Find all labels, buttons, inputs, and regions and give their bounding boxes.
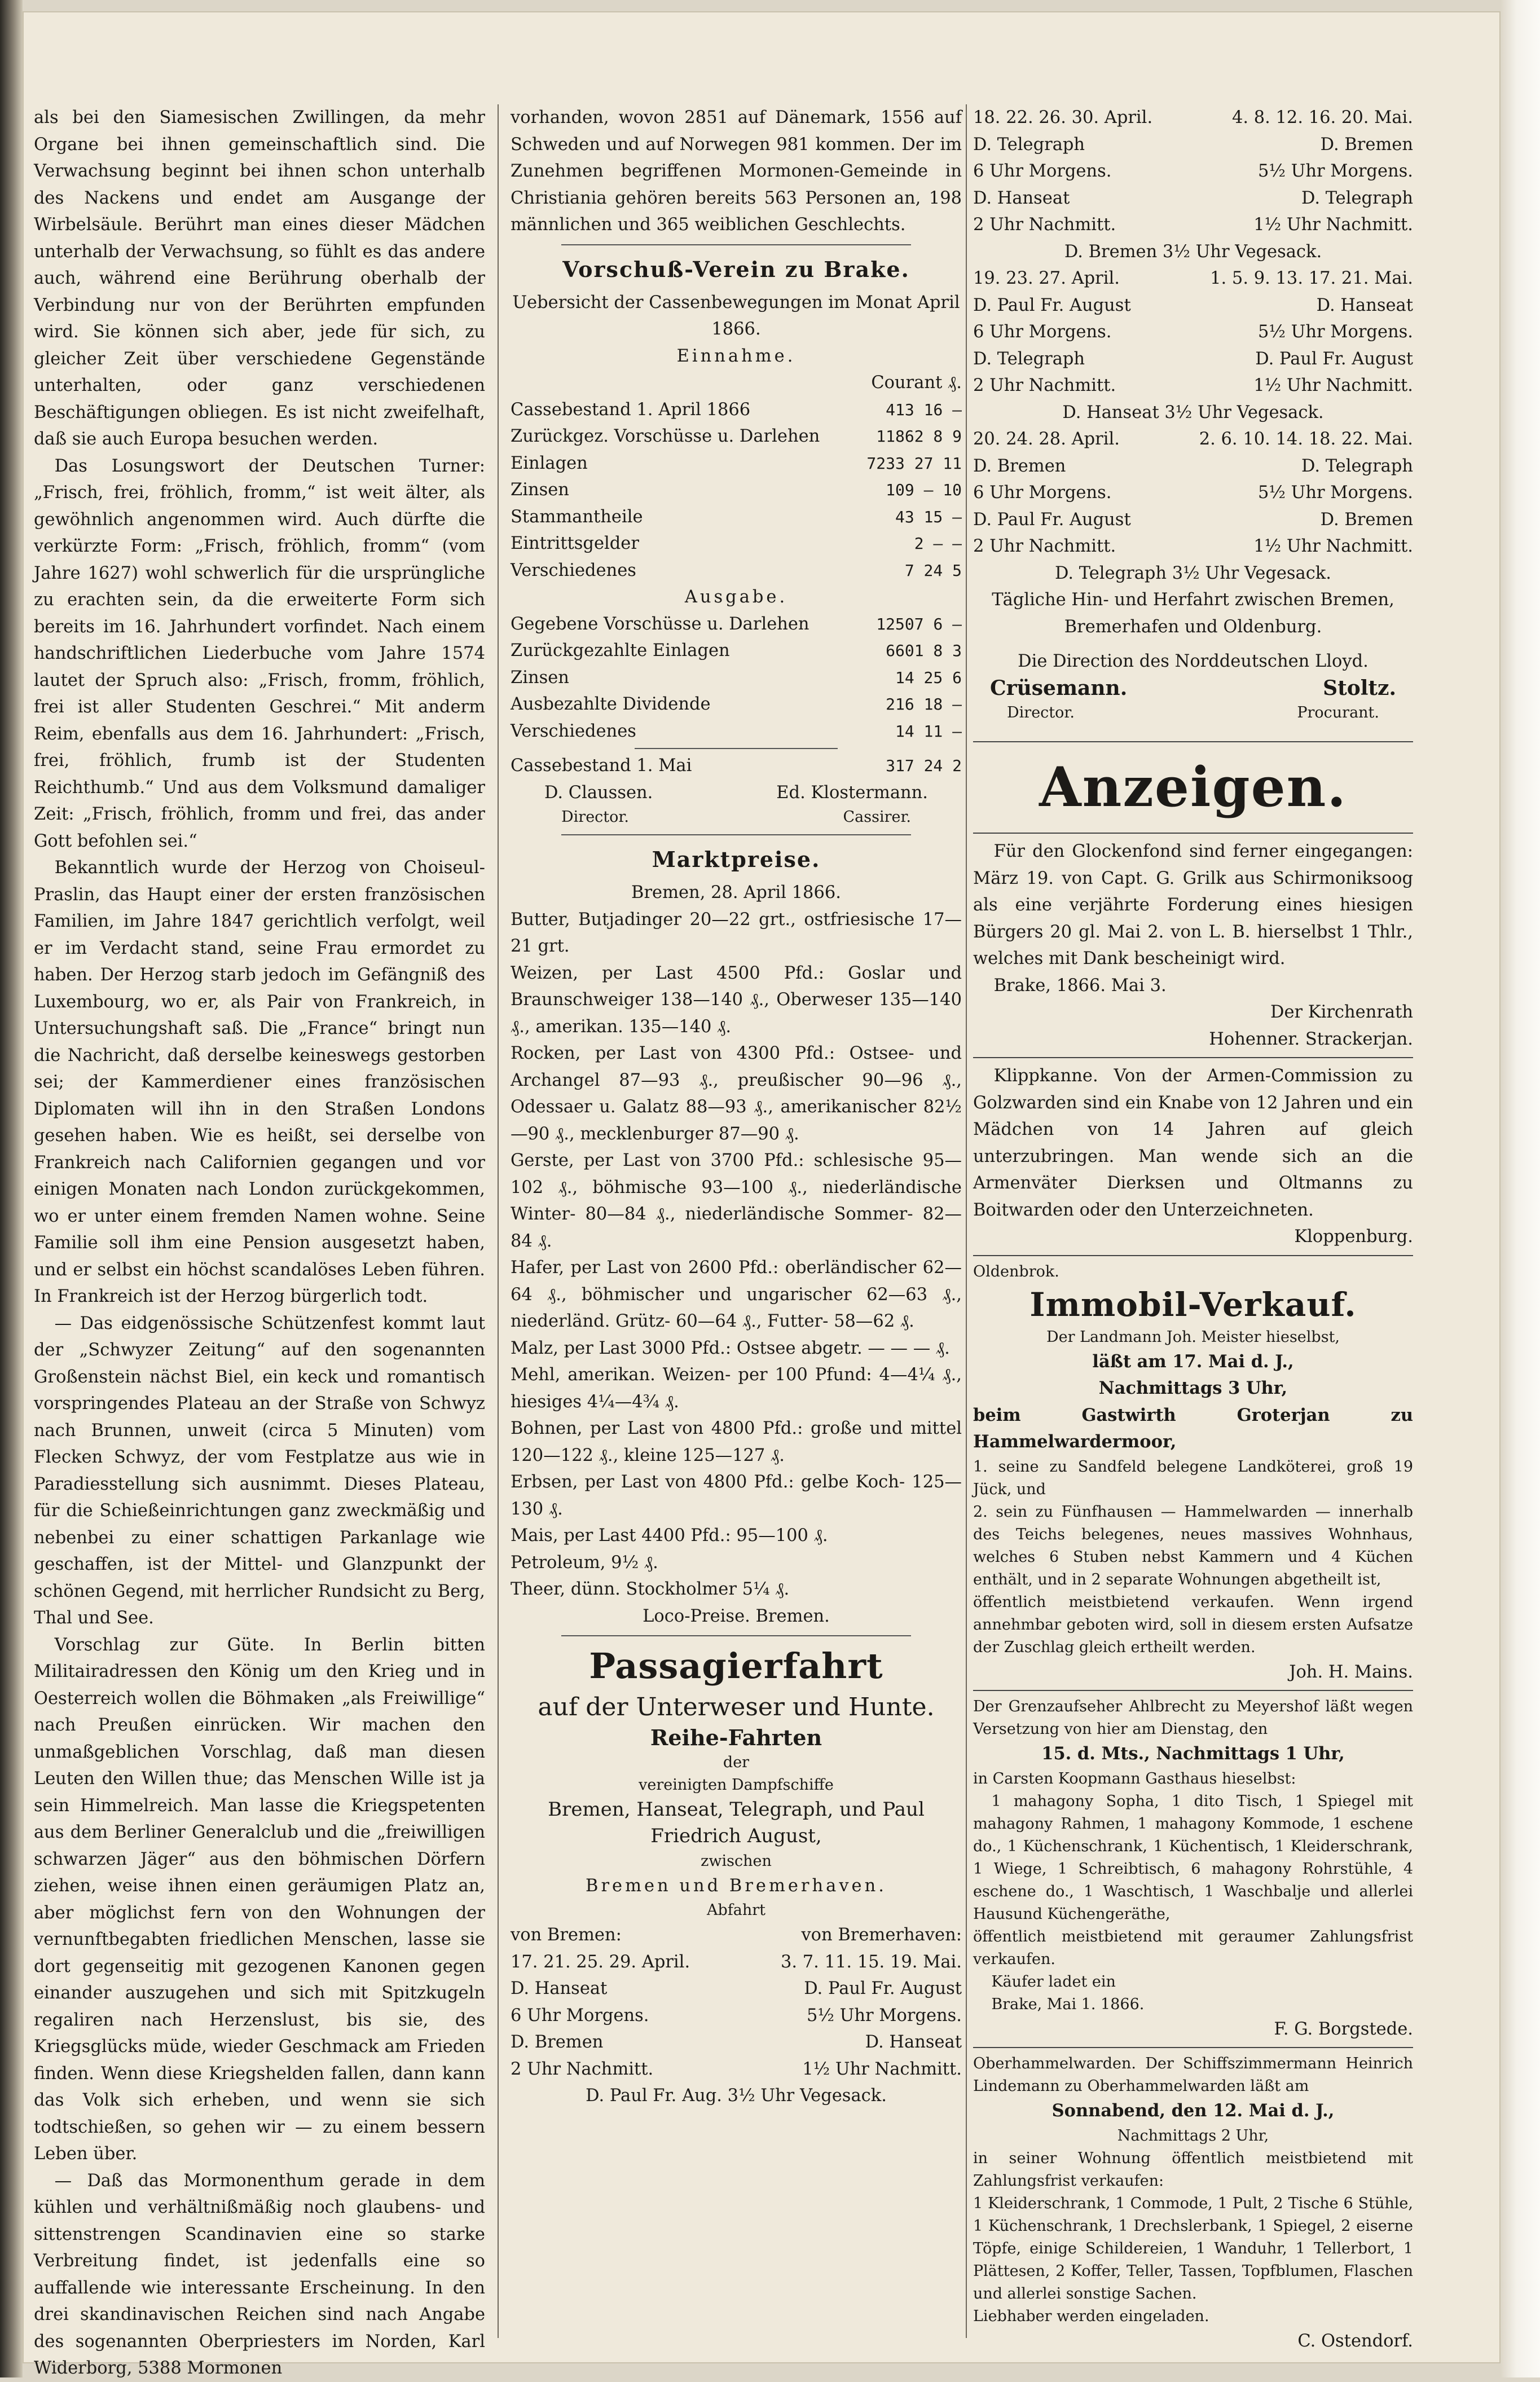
signature-roles: Director. Procurant. [1007, 704, 1379, 721]
table-row: Ausbezahlte Dividende 216 18 — [511, 694, 962, 714]
price-item: Gerste, per Last von 3700 Pfd.: schlesische 95—102 ₰., böhmische 93—100 ₰., niederländische Winter- 80—84 ₰., niederländische Sommer- 82—84 ₰. [511, 1151, 962, 1251]
schedule-row: 6 Uhr Morgens. 5½ Uhr Morgens. [973, 483, 1413, 503]
ad-line: Käufer ladet ein [991, 1972, 1116, 1991]
article-paragraph: als bei den Siamesischen Zwillingen, da mehr Organe bei ihnen gemeinschaftlich sind. Die Verwachsung beginnt bei ihnen schon unterhalb des Nackens und endet am Ausgange der Wirbelsäule. Berührt man eines dieser Mädchen unterhalb der Verwachsung, so fühlt es das andere auch, während eine Berührung oberhalb der Verbindung nur von der Berührten empfunden wird. Sie können sich aber, jede für sich, zu gleicher Zeit über verschiedene Gegenstände unterhalten, oder ganz verschiedenen Beschäftigungen obliegen. Es ist nicht zweifelhaft, daß sie auch Europa besuchen werden. [34, 108, 485, 449]
price-item: Butter, Butjadinger 20—22 grt., ostfriesische 17—21 grt. [511, 909, 962, 956]
table-row: Verschiedenes 7 24 5 [511, 560, 962, 580]
ad-line: 15. d. Mts., Nachmittags 1 Uhr, [1041, 1743, 1345, 1764]
notice-sig: Joh. H. Mains. [1289, 1662, 1413, 1682]
article-paragraph: — Das eidgenössische Schützenfest kommt laut der „Schwyzer Zeitung“ auf den sogenannten Großenstein nächst Biel, ein keck und romantisch vorspringendes Plateau an der Straße von Schwyz nach Brunnen, unweit (circa 5 Minuten) vom Flecken Schwyz, der vom Festplatze aus wie in Paradiesstellung sich ausnimmt. Dieses Plateau, für die Schießeinrichtungen ganz zweckmäßig und nebenbei zu einer schattigen Parkanlage wie geschaffen, ist der Mittel- und Glanzpunkt der schönen Gegend, mit herrlicher Rundsicht zu Berg, Thal und See. [34, 1313, 485, 1628]
schedule-row: 20. 24. 28. April. 2. 6. 10. 14. 18. 22. Mai. [973, 429, 1413, 449]
divider [561, 244, 911, 245]
table-row: Gegebene Vorschüsse u. Darlehen 12507 6 — [511, 614, 962, 634]
ad-line: Reihe-Fahrten [650, 1725, 822, 1750]
schedule-row: 6 Uhr Morgens. 5½ Uhr Morgens. [973, 322, 1413, 342]
schedule-row: D. Telegraph D. Paul Fr. August [973, 349, 1413, 369]
ad-line: Abfahrt [706, 1901, 766, 1919]
schedule-row: 19. 23. 27. April. 1. 5. 9. 13. 17. 21. Mai. [973, 268, 1413, 288]
price-item: Rocken, per Last von 4300 Pfd.: Ostsee- und Archangel 87—93 ₰., preußischer 90—96 ₰., Odessaer u. Galatz 88—93 ₰., amerikanischer 82½—90 ₰., mecklenburger 87—90 ₰. [511, 1043, 962, 1144]
ad-line: in Carsten Koopmann Gasthaus hieselbst: [973, 1769, 1296, 1787]
divider [973, 2047, 1413, 2048]
signature: Stoltz. [1323, 676, 1396, 700]
schedule-row: von Bremen: von Bremerhaven: [511, 1925, 962, 1945]
schedule-row: 2 Uhr Nachmitt. 1½ Uhr Nachmitt. [973, 536, 1413, 556]
ad-line: zwischen [701, 1852, 772, 1870]
schedule-row: 2 Uhr Nachmitt. 1½ Uhr Nachmitt. [973, 215, 1413, 235]
ad-line: Sonnabend, den 12. Mai d. J., [1051, 2101, 1335, 2121]
divider [561, 1635, 911, 1636]
section-heading: Marktpreise. [652, 847, 821, 872]
article-paragraph: vorhanden, wovon 2851 auf Dänemark, 1556 auf Schweden und auf Norwegen 981 kommen. Der im Zunehmen begriffenen Mormonen-Gemeinde in Christiania gehören bereits 563 Personen an, 198 männlichen und 365 weiblichen Geschlechts. [511, 108, 962, 235]
price-item: Malz, per Last 3000 Pfd.: Ostsee abgetr. — — — ₰. [511, 1338, 950, 1358]
schedule-row: 18. 22. 26. 30. April. 4. 8. 12. 16. 20. Mai. [973, 108, 1413, 127]
table-row: Cassebestand 1. April 1866 413 16 — [511, 399, 962, 420]
schedule-note: D. Bremen 3½ Uhr Vegesack. [1064, 241, 1322, 262]
divider [973, 1690, 1413, 1691]
divider [635, 748, 838, 749]
page-edge [1501, 0, 1540, 2377]
signatures [973, 675, 1413, 702]
place-name: Oldenbrok. [973, 1262, 1059, 1280]
table-row: Zinsen 109 — 10 [511, 480, 962, 500]
ad-item: 1. seine zu Sandfeld belegene Landköterei, groß 19 Jück, und [973, 1458, 1413, 1498]
table-row: Stammantheile 43 15 — [511, 507, 962, 527]
ausgabe-table [511, 611, 962, 745]
ad-paragraph: öffentlich meistbietend mit geraumer Zahlungsfrist verkaufen. [973, 1927, 1413, 1968]
price-item: Mais, per Last 4400 Pfd.: 95—100 ₰. [511, 1526, 828, 1546]
schedule-row: D. Hanseat D. Paul Fr. August [511, 1979, 962, 1998]
ad-line: Der Landmann Joh. Meister hieselbst, [1046, 1328, 1340, 1346]
notice-sig: Der Kirchenrath [1270, 1002, 1413, 1022]
article-paragraph: — Daß das Mormonenthum gerade in dem kühlen und verhältnißmäßig noch glaubens- und sittenstrengen Scandinavien eine so starke Verbreitung findet, ist jedenfalls eine so auffallende wie interessante Erscheinung. In den drei skandinavischen Reichen sind nach Angabe des sogenannten Oberpriesters im Norden, Karl Widerborg, 5388 Mormonen [34, 2170, 485, 2378]
ad-line: Bremen und Bremerhaven. [586, 1875, 887, 1896]
ad-paragraph: Oberhammelwarden. Der Schiffszimmermann Heinrich Lindemann zu Oberhammelwarden läßt am [973, 2055, 1413, 2095]
article-paragraph: Vorschlag zur Güte. In Berlin bitten Militairadressen den König um den Krieg und in Oesterreich wollen die Böhmaken „als Freiwillige“ nach Preußen einrücken. Wir machen den unmaßgeblichen Vorschlag, daß man diesen Leuten den Willen thue; das Menschen Wille ist ja sein Himmelreich. Man lasse die Kriegspetenten aus dem Berliner Generalclub und die „freiwilligen schwarzen Jäger“ aus den böhmischen Dörfern ziehen, weise ihnen einen geräumigen Platz an, aber möglichst fern von den Wohnungen der vernunftbegabten friedlichen Menschen, lasse sie dort gegenseitig mit gezogenen Kanonen gegen einander auszugehen und sich mit Spitzkugeln regaliren nach Herzenslust, bis sie, des Kriegsglücks müde, wieder Geschmack am Frieden finden. Wenn diese Kriegshelden fallen, dann kann das Volk sich erheben, und wenn sie sich todtschießen, so gehen wir — zu einem bessern Leben über. [34, 1635, 485, 2164]
schedule-row: D. Telegraph D. Bremen [973, 134, 1413, 155]
table-row: Verschiedenes 14 11 — [511, 721, 962, 741]
section-heading: Vorschuß-Verein zu Brake. [562, 256, 910, 282]
column-1 [34, 104, 485, 2378]
column-rule [498, 104, 499, 2338]
notice-date: Brake, 1866. Mai 3. [993, 975, 1167, 996]
price-item: Petroleum, 9½ ₰. [511, 1552, 658, 1573]
ad-line: beim Gastwirth Groterjan zu Hammelwardermoor, [973, 1404, 1413, 1452]
schedule-note: D. Hanseat 3½ Uhr Vegesack. [1062, 402, 1324, 422]
signature-roles: Director. Cassirer. [561, 808, 911, 826]
ad-line: vereinigten Dampfschiffe [639, 1776, 834, 1794]
ad-paragraph: 1 Kleiderschrank, 1 Commode, 1 Pult, 2 Tische 6 Stühle, 1 Küchenschrank, 1 Drechslerbank, 1 Spiegel, 2 eiserne Töpfe, einige Schildereien, 1 Wanduhr, 1 Tellerbort, 1 Plättesen, 2 Koffer, Teller, Tassen, Topfblumen, Flaschen und allerlei sonstige Sachen. [973, 2194, 1413, 2302]
notice-paragraph: Für den Glockenfond sind ferner eingegangen: März 19. von Capt. G. Grilk aus Schirmoniksoog als eine verjährte Forderung eines hiesigen Bürgers 20 gl. Mai 2. von L. B. hierselbst 1 Thlr., welches mit Dank bescheinigt wird. [973, 842, 1413, 968]
schedule-row: D. Bremen D. Hanseat [511, 2032, 962, 2052]
article-paragraph: Das Losungswort der Deutschen Turner: „Frisch, frei, fröhlich, fromm,“ ist weit älter, als gewöhnlich angenommen wird. Auch dürfte die verkürzte Form: „Frisch, fröhlich, fromm“ (vom Jahre 1627) wohl schwerlich für die ursprüngliche zu erachten sein, da die erweiterte Form sich bereits im 16. Jahrhundert vorfindet. Nach einem handschriftlichen Liederbuche vom Jahre 1574 lautet der Spruch also: „Frisch, fromm, fröhlich, frei ist aller Studenten Geschrei.“ Mit anderm Reim, ebenfalls aus dem 16. Jahrhundert: „Frisch, frei, fröhlich, frumb ist der Studenten Reichthumb.“ Und aus dem Volksmund damaliger Zeit: „Frisch, fröhlich, fromm und frei, das ander Gott befohlen sei.“ [34, 456, 485, 851]
ad-line: auf der Unterweser und Hunte. [538, 1693, 935, 1721]
daily-note: Tägliche Hin- und Herfahrt zwischen Bremen, Bremerhafen und Oldenburg. [992, 590, 1394, 637]
ad-paragraph: 1 mahagony Sopha, 1 dito Tisch, 1 Spiegel mit mahagony Rahmen, 1 mahagony Kommode, 1 eschene do., 1 Küchenschrank, 1 Küchentisch, 1 Kleiderschrank, 1 Wiege, 1 Schreibtisch, 6 mahagony Rohrstühle, 4 eschene do., 1 Waschtisch, 1 Waschbalje und allerlei Hausund Küchengeräthe, [973, 1792, 1413, 1923]
price-item: Bohnen, per Last von 4800 Pfd.: große und mittel 120—122 ₰., kleine 125—127 ₰. [511, 1419, 962, 1465]
dateline: Bremen, 28. April 1866. [631, 883, 841, 902]
direction-line: Die Direction des Norddeutschen Lloyd. [1018, 651, 1369, 671]
column-3 [973, 104, 1413, 2351]
schedule-note: D. Paul Fr. Aug. 3½ Uhr Vegesack. [586, 2086, 887, 2106]
ad-title: Immobil-Verkauf. [1029, 1285, 1357, 1324]
currency-label: Courant ₰. [871, 373, 962, 393]
signature: Crüsemann. [990, 676, 1128, 700]
schedule-row: D. Paul Fr. August D. Bremen [973, 509, 1413, 530]
section-label: Einnahme. [676, 346, 796, 366]
signatures [511, 780, 962, 807]
table-row: Zinsen 14 25 6 [511, 667, 962, 688]
schedule-row: 6 Uhr Morgens. 5½ Uhr Morgens. [511, 2005, 962, 2026]
divider [973, 1057, 1413, 1058]
ad-paragraph: in seiner Wohnung öffentlich meistbietend mit Zahlungsfrist verkaufen: [973, 2149, 1413, 2190]
table-row: Eintrittsgelder 2 — — [511, 534, 962, 553]
section-label: Ausgabe. [684, 587, 788, 607]
ad-line: der [723, 1753, 750, 1771]
schedule-continued [973, 104, 1413, 587]
divider [973, 1255, 1413, 1256]
notice-sig: F. G. Borgstede. [1274, 2019, 1413, 2039]
signature: Ed. Klostermann. [776, 782, 928, 803]
schedule-row: D. Bremen D. Telegraph [973, 456, 1413, 476]
notice-sig: Kloppenburg. [1294, 1227, 1413, 1247]
table-row: Cassebestand 1. Mai 317 24 2 [511, 756, 962, 776]
ad-paragraph: Der Grenzaufseher Ahlbrecht zu Meyershof läßt wegen Versetzung von hier am Dienstag, den [973, 1698, 1413, 1738]
subtitle: Uebersicht der Cassenbewegungen im Monat April 1866. [512, 292, 960, 339]
notice-sig: Hohenner. Strackerjan. [1209, 1029, 1413, 1049]
table-row: Zurückgez. Vorschüsse u. Darlehen 11862 8 9 [511, 426, 962, 446]
ad-paragraph: öffentlich meistbietend verkaufen. Wenn irgend annehmbar geboten wird, soll in diesem ersten Aufsatze der Zuschlag gleich ertheilt werden. [973, 1593, 1413, 1656]
ad-line: läßt am 17. Mai d. J., [1092, 1351, 1294, 1372]
book-spine [0, 0, 23, 2377]
schedule-row: 6 Uhr Morgens. 5½ Uhr Morgens. [973, 161, 1413, 181]
ad-line: Nachmittags 3 Uhr, [1098, 1378, 1288, 1398]
divider [973, 741, 1413, 742]
notice-paragraph: Klippkanne. Von der Armen-Commission zu Golzwarden sind ein Knabe von 12 Jahren und ein Mädchen von 14 Jahren auf gleich unterzubringen. Man wende sich an die Armenväter Dierksen und Oltmanns zu Boitwarden oder den Unterzeichneten. [973, 1066, 1413, 1220]
ad-item: 2. sein zu Fünfhausen — Hammelwarden — innerhalb des Teichs belegenes, neues massives Wohnhaus, welches 6 Stuben nebst Kammern und 4 Küchen enthält, und in 2 separate Wohnungen abgetheilt ist, [973, 1503, 1413, 1588]
schedule-row: D. Hanseat D. Telegraph [973, 188, 1413, 208]
price-item: Mehl, amerikan. Weizen- per 100 Pfund: 4—4¼ ₰., hiesiges 4¼—4¾ ₰. [511, 1365, 962, 1412]
ad-line: Brake, Mai 1. 1866. [991, 1995, 1145, 2013]
column-2 [511, 104, 962, 2338]
price-item: Weizen, per Last 4500 Pfd.: Goslar und Braunschweiger 138—140 ₰., Oberweser 135—140 ₰., amerikan. 135—140 ₰. [511, 963, 962, 1037]
ad-line: Nachmittags 2 Uhr, [1117, 2126, 1269, 2145]
price-item: Theer, dünn. Stockholmer 5¼ ₰. [511, 1579, 790, 1599]
schedule-row: 17. 21. 25. 29. April. 3. 7. 11. 15. 19. Mai. [511, 1952, 962, 1972]
schedule-row: 2 Uhr Nachmitt. 1½ Uhr Nachmitt. [511, 2059, 962, 2079]
table-row: Einlagen 7233 27 11 [511, 453, 962, 473]
ad-line: Liebhaber werden eingeladen. [973, 2307, 1209, 2325]
column-rule [966, 104, 967, 2338]
table-row: Zurückgezahlte Einlagen 6601 8 3 [511, 641, 962, 661]
anzeigen-heading: Anzeigen. [1039, 755, 1347, 819]
signature: D. Claussen. [544, 782, 653, 803]
notice-sig: C. Ostendorf. [1297, 2331, 1413, 2351]
schedule-row: D. Paul Fr. August D. Hanseat [973, 295, 1413, 315]
price-item: Erbsen, per Last von 4800 Pfd.: gelbe Koch- 125—130 ₰. [511, 1472, 962, 1519]
article-paragraph: Bekanntlich wurde der Herzog von Choiseul-Praslin, das Haupt einer der ersten französischen Familien, im Jahre 1847 gerichtlich verfolgt, weil er im Verdacht stand, seine Frau ermordet zu haben. Der Herzog starb jedoch im Gefängniß des Luxembourg, wo er, als Pair von Frankreich, in Untersuchungshaft saß. Die „France“ bringt nun die Nachricht, daß derselbe keineswegs gestorben sei; der Kammerdiener eines französischen Diplomaten will ihn in den Straßen Londons gesehen haben. Wie es heißt, sei derselbe von Frankreich nach Californien gegangen und vor einigen Monaten nach London zurückgekommen, wo er unter einem fremden Namen wohne. Seine Familie soll ihm eine Pension ausgesetzt haben, und er selbst ein höchst scandalöses Leben führen. In Frankreich ist der Herzog bürgerlich todt. [34, 858, 485, 1306]
ad-line: Bremen, Hanseat, Telegraph, und Paul Friedrich August, [548, 1798, 925, 1847]
einnahme-table [511, 397, 962, 584]
price-item: Hafer, per Last von 2600 Pfd.: oberländischer 62—64 ₰., böhmischer und ungarischer 62—63 ₰., niederländ. Grütz- 60—64 ₰., Futter- 58—62 ₰. [511, 1258, 962, 1331]
divider [561, 834, 911, 835]
schedule-note: D. Telegraph 3½ Uhr Vegesack. [1055, 563, 1331, 583]
schedule-row: 2 Uhr Nachmitt. 1½ Uhr Nachmitt. [973, 376, 1413, 395]
footer-note: Loco-Preise. Bremen. [643, 1606, 830, 1626]
ad-title: Passagierfahrt [589, 1645, 883, 1687]
divider [973, 833, 1413, 834]
